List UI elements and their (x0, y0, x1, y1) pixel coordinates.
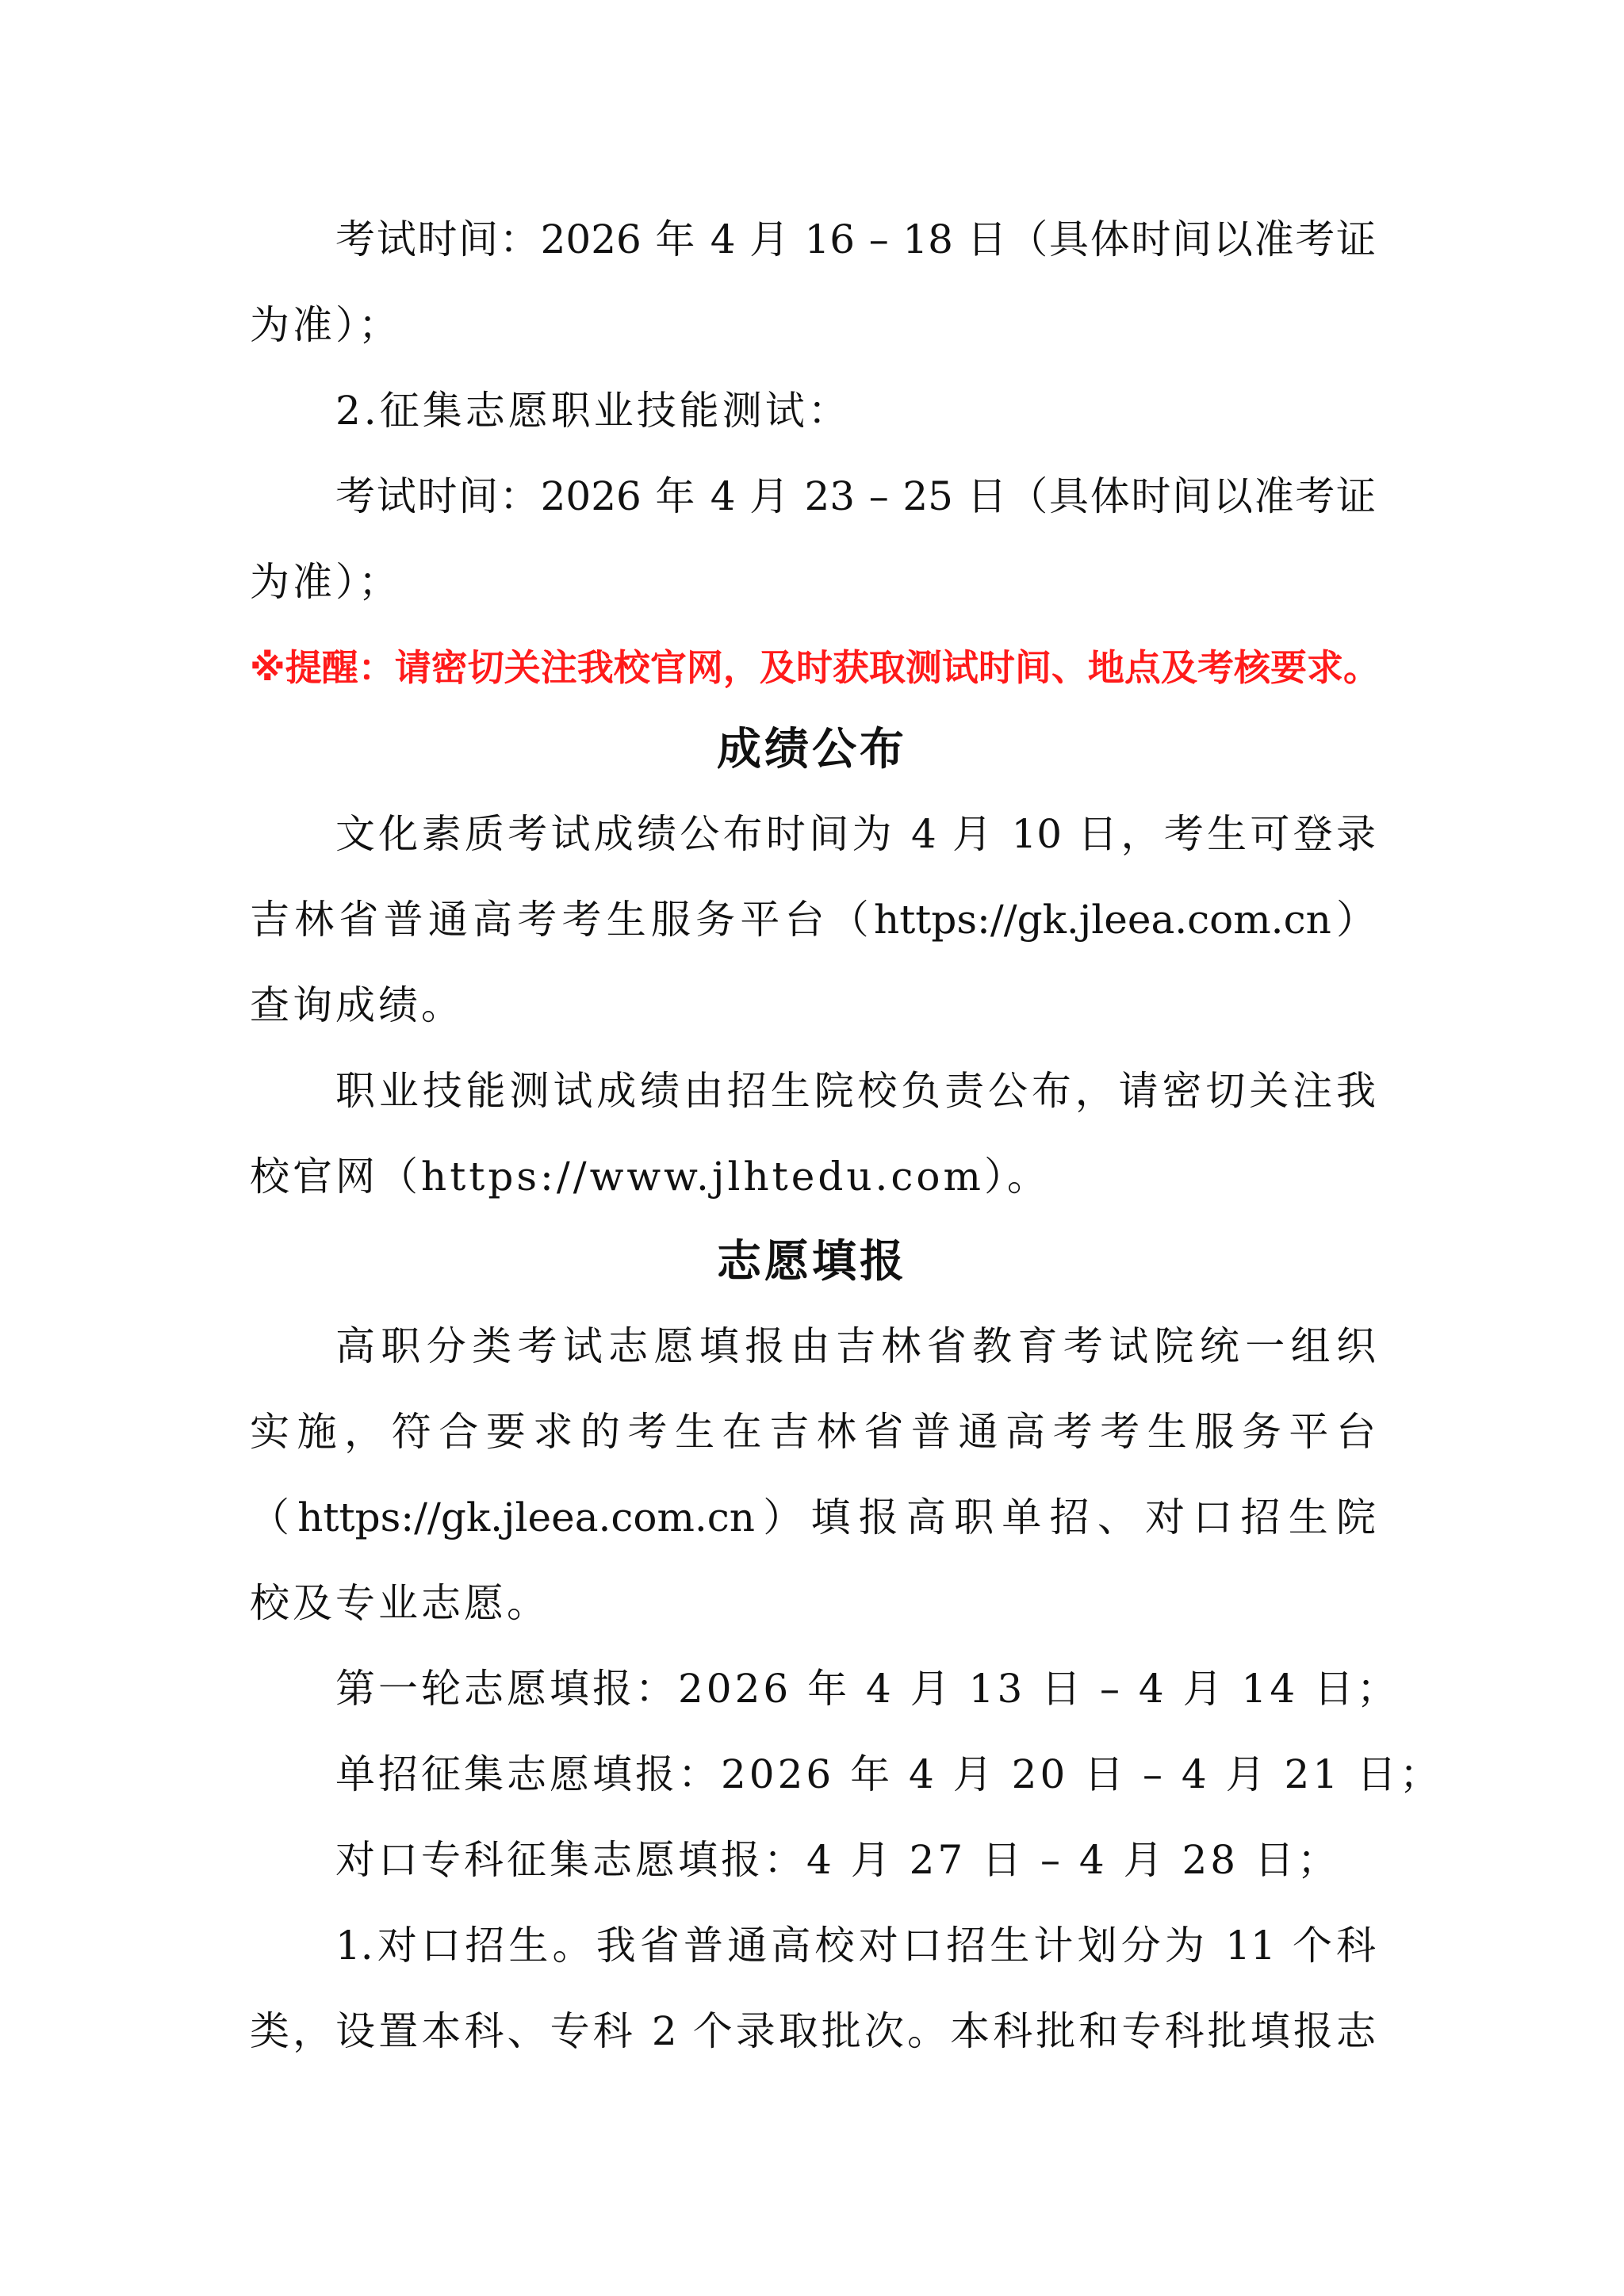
exam-time-line-2: 考试时间：2026 年 4 月 23 – 25 日（具体时间以准考证 (335, 473, 1376, 519)
results-line-5: 校官网（https://www.jlhtedu.com）。 (250, 1154, 1050, 1200)
application-line-4: 校及专业志愿。 (250, 1580, 550, 1626)
first-round-dates: 第一轮志愿填报：2026 年 4 月 13 日 – 4 月 14 日； (335, 1666, 1400, 1712)
exam-time-line-1-cont: 为准）； (250, 302, 401, 348)
reminder-notice: ※提醒：请密切关注我校官网，及时获取测试时间、地点及考核要求。 (250, 646, 1380, 689)
exam-time-line-1: 考试时间：2026 年 4 月 16 – 18 日（具体时间以准考证 (335, 216, 1376, 262)
application-line-1: 高职分类考试志愿填报由吉林省教育考试院统一组织 (335, 1323, 1376, 1369)
vocational-college-dates: 对口专科征集志愿填报：4 月 27 日 – 4 月 28 日； (335, 1837, 1341, 1883)
results-line-2: 吉林省普通高考考生服务平台（https://gk.jleea.com.cn） (250, 897, 1376, 943)
application-line-2: 实施，符合要求的考生在吉林省普通高考考生服务平台 (250, 1409, 1376, 1455)
results-heading: 成绩公布 (717, 723, 907, 775)
application-heading: 志愿填报 (717, 1235, 907, 1288)
vocational-test-item: 2.征集志愿职业技能测试： (335, 388, 851, 434)
exam-time-line-2-cont: 为准）； (250, 559, 401, 605)
results-line-3: 查询成绩。 (250, 982, 464, 1028)
single-recruitment-dates: 单招征集志愿填报：2026 年 4 月 20 日 – 4 月 21 日； (335, 1751, 1443, 1797)
application-line-9: 类，设置本科、专科 2 个录取批次。本科批和专科批填报志 (250, 2008, 1376, 2054)
results-line-4: 职业技能测试成绩由招生院校负责公布，请密切关注我 (335, 1068, 1376, 1114)
application-line-8: 1.对口招生。我省普通高校对口招生计划分为 11 个科 (335, 1923, 1376, 1969)
application-line-3: （https://gk.jleea.com.cn）填报高职单招、对口招生院 (250, 1494, 1376, 1540)
results-line-1: 文化素质考试成绩公布时间为 4 月 10 日，考生可登录 (335, 811, 1376, 857)
